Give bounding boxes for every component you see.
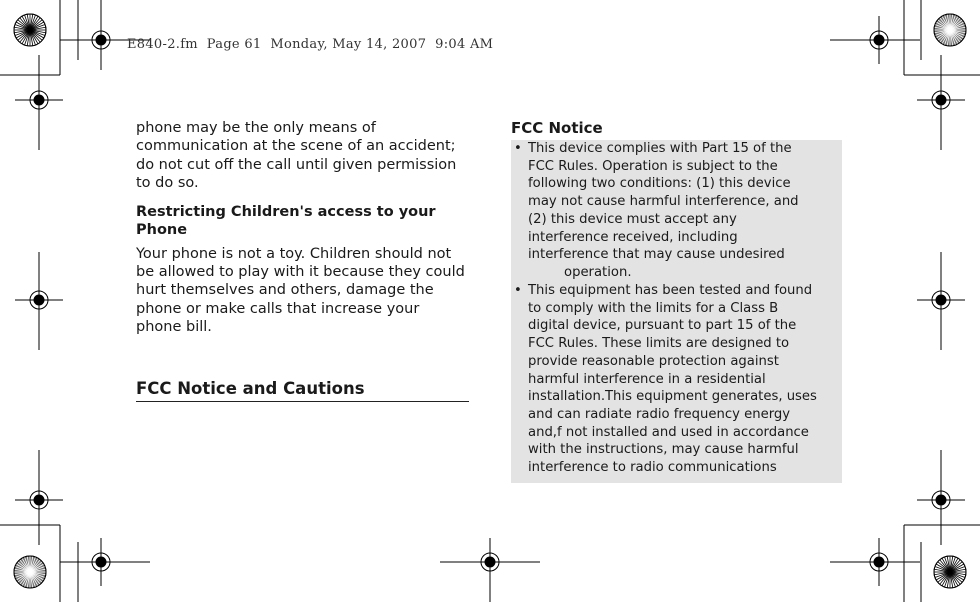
intro-paragraph: [136, 119, 472, 193]
subheading-line: Phone: [136, 221, 188, 238]
bullet-text: [528, 282, 835, 477]
bullet-line: installation.This equipment generates, uses: [528, 389, 817, 405]
body-line: hurt themselves and others, damage the: [136, 282, 434, 299]
left-column: [136, 119, 472, 337]
intro-line: communication at the scene of an accident;: [136, 138, 456, 155]
bullet-line: harmful interference in a residential: [528, 371, 766, 387]
bullet-line: and can radiate radio frequency energy: [528, 406, 791, 422]
bullet-line: interference that may cause undesired: [528, 247, 785, 263]
body-line: Your phone is not a toy. Children should not: [136, 245, 452, 262]
subheading-line: Restricting Children's access to your: [136, 203, 436, 220]
section-title-fcc-cautions: FCC Notice and Cautions: [136, 379, 469, 402]
bullet-line: and,f not installed and used in accordance: [528, 424, 809, 440]
bullet-line: may not cause harmful interference, and: [528, 194, 799, 210]
bullet-line: to comply with the limits for a Class B: [528, 300, 779, 316]
children-paragraph: [136, 245, 472, 337]
bullet-line: FCC Rules. These limits are designed to: [528, 336, 790, 352]
bullet-line: with the instructions, may cause harmful: [528, 442, 799, 458]
bullet-line: digital device, pursuant to part 15 of the: [528, 318, 797, 334]
body-line: phone or make calls that increase your: [136, 300, 420, 317]
bullet-line: operation.: [564, 264, 632, 280]
running-header: E840-2.fm Page 61 Monday, May 14, 2007 9:04 AM: [127, 37, 494, 52]
intro-line: phone may be the only means of: [136, 120, 376, 136]
body-line: phone bill.: [136, 319, 212, 336]
bullet-line: FCC Rules. Operation is subject to the: [528, 158, 778, 174]
bullet-line: interference to radio communications: [528, 460, 777, 476]
bullet-line: (2) this device must accept any: [528, 211, 737, 227]
bullet-line: This device complies with Part 15 of the: [528, 141, 792, 156]
bullet-text: [528, 140, 835, 282]
body-line: be allowed to play with it because they could: [136, 264, 465, 281]
bullet-line: This equipment has been tested and found: [528, 283, 813, 298]
intro-line: do not cut off the call until given permission: [136, 156, 457, 173]
intro-line: to do so.: [136, 175, 199, 192]
bullet-dot: •: [514, 141, 522, 156]
bullet-line: following two conditions: (1) this device: [528, 176, 791, 192]
bullet-line: provide reasonable protection against: [528, 353, 779, 369]
fcc-notice-heading: FCC Notice: [511, 119, 603, 137]
bullet-dot: •: [514, 283, 522, 298]
bullet-line: interference received, including: [528, 229, 738, 245]
fcc-bullet-2: [511, 282, 835, 477]
children-access-subheading: [136, 203, 472, 239]
fcc-notice-box: [511, 140, 842, 483]
fcc-bullet-1: [511, 140, 835, 282]
